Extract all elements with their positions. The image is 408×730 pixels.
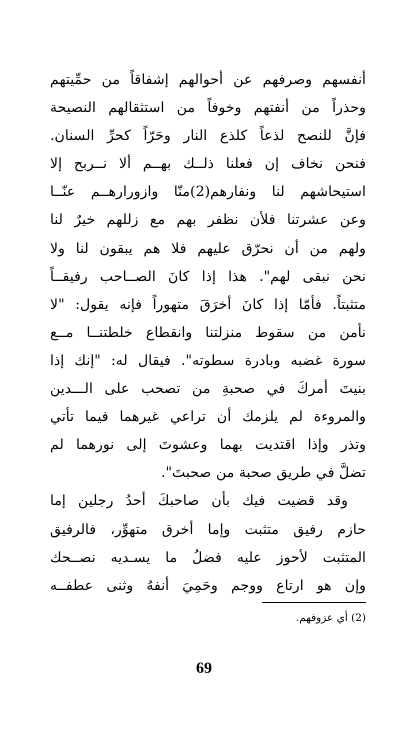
text-line: وتذر وإذا اقتديت بهما وعشوتَ إلى نورهما لم [50, 437, 366, 454]
text-line: نحن نبقى لهم". هذا إذا كانَ الصــاحب رفيقــاً [50, 268, 366, 285]
text-line: بنيتَ أمركَ في صحبةِ من تصحب على الـــدين [50, 381, 366, 398]
text-line: سورة غضبه وبادرة سطوته". فيقال له: "إنك إذا [50, 352, 366, 369]
text-line: تضلَّ في طريق صحبة من صحبتَ". [161, 465, 366, 482]
text-line: فإنَّ للنصح لذعاً كلذع النار وحَرّاً كحرِّ السنان. [50, 128, 366, 145]
page-number: 69 [196, 660, 212, 677]
text-line: وعن عشرتنا فلأن نظفر بهم مع زللهم خيرٌ لنا [50, 212, 366, 229]
text-line: وحذراً من أنفتهم وخوفاً من استثقالهم النصيحة [50, 100, 366, 117]
text-line: أنفسهم وصرفهم عن أحوالهم إشفاقاً من حمِّيتهم [50, 72, 366, 88]
text-line: نأمن من سقوط منزلتنا وانقطاع خلطتنــا مــع [50, 324, 366, 341]
text-line: فنحن نخاف إن فعلنا ذلــك بهــم ألا نــربح إلا [50, 156, 366, 173]
text-line: وإن هو ارتاع ووجم وحَمِيَ أنفهُ وثنى عطفــه [50, 577, 366, 594]
body-text [50, 66, 366, 600]
text-line: وقد قضيت فيك بأن صاحبكَ أحدُ رجلين إما [50, 493, 348, 510]
text-line: استيحاشهم لنا ونفارهم(2)منّا وازورارهــم عنّــا [50, 184, 366, 201]
footnote-separator [262, 602, 366, 603]
text-line: المتثبت لأحوز عليه فضلُ ما يسـديه نصــحك [50, 549, 366, 566]
text-line: ولهم من أن نحرّق عليهم فلا هم يبقون لنا ولا [50, 240, 366, 257]
footnote: (2) أي عزوفهم. [295, 612, 366, 624]
text-line: متثبتاً. فأمّا إذا كانَ أخرَقَ متهوراً فإنه يقول: "لا [50, 296, 366, 313]
text-line: والمروءة لم يلزمك أن تراعي غيرهما فيما تأتي [50, 409, 366, 426]
text-line: حازم رفيق متثبت وإما أخرق متهوِّر، فالرفيق [50, 521, 366, 538]
